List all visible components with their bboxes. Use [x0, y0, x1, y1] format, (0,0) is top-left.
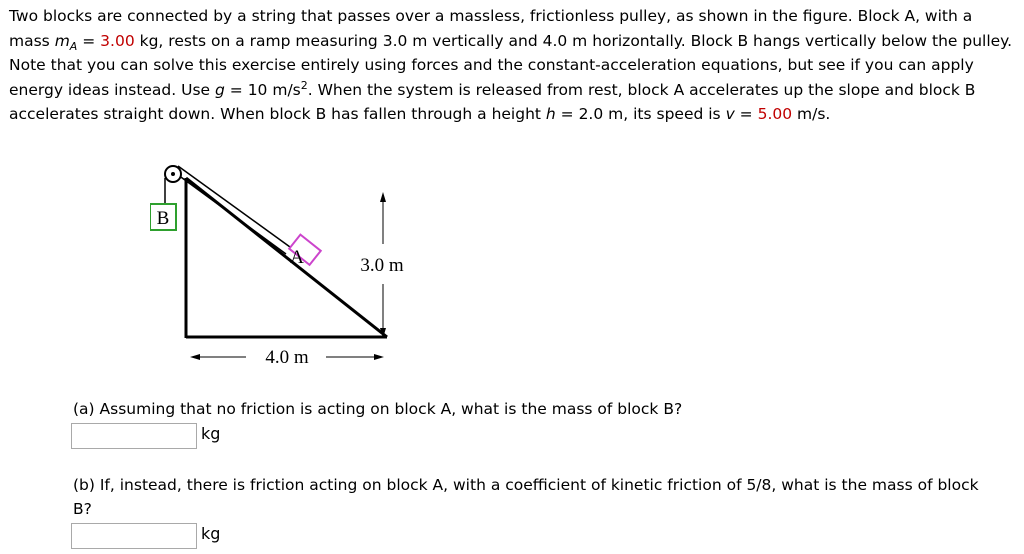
problem-text: Two blocks are connected by a string that passes over a massless, frictionless pulley, as shown in the figure. Block A, with a mass	[9, 7, 973, 50]
part-b-answer-input[interactable]	[71, 523, 197, 549]
part-b-question: (b) If, instead, there is friction acting on block A, with a coefficient of kinetic friction of 5/8, what is the mass of block B?	[73, 476, 979, 518]
part-a-question: (a) Assuming that no friction is acting on block A, what is the mass of block B?	[73, 400, 683, 418]
h-symbol: h	[545, 105, 556, 123]
problem-text: . When the system is released from rest, block A accelerates up the slope and block B accelerates straight down. When block B has fallen through a height	[9, 80, 976, 123]
g-symbol: g	[215, 80, 225, 99]
string-slope-edge	[178, 166, 290, 247]
problem-text: m/s.	[792, 105, 831, 123]
problem-text: = 10 m/s	[224, 80, 301, 99]
width-label: 4.0 m	[265, 347, 309, 368]
problem-text: =	[77, 31, 101, 50]
part-a-answer-input[interactable]	[71, 423, 197, 449]
ramp-figure	[150, 156, 440, 376]
speed-value: 5.00	[757, 105, 793, 123]
mass-symbol: m	[54, 31, 70, 50]
problem-statement	[9, 4, 1017, 127]
height-label: 3.0 m	[360, 255, 404, 276]
problem-text: kg, rests on a ramp measuring 3.0 m vertically and 4.0 m horizontally. Block B hangs vertically below the pulley. Note that you can solve this exercise entirely using forces and the constant-acceleration equations, but see if you can apply energy ideas instead. Use	[9, 31, 1013, 99]
problem-text: =	[734, 105, 758, 123]
part-b-unit: kg	[201, 524, 221, 543]
problem-text: = 2.0 m, its speed is	[555, 105, 726, 123]
mass-value: 3.00	[100, 31, 135, 50]
ramp-slope	[186, 178, 387, 337]
block-a-label: A	[290, 247, 304, 268]
block-b-label: B	[156, 208, 170, 229]
string-slope	[174, 172, 286, 254]
g-exponent: 2	[300, 78, 308, 92]
mass-subscript: A	[69, 39, 78, 53]
part-a-unit: kg	[201, 424, 221, 443]
ramp-diagram	[150, 156, 440, 376]
v-symbol: v	[725, 105, 735, 123]
